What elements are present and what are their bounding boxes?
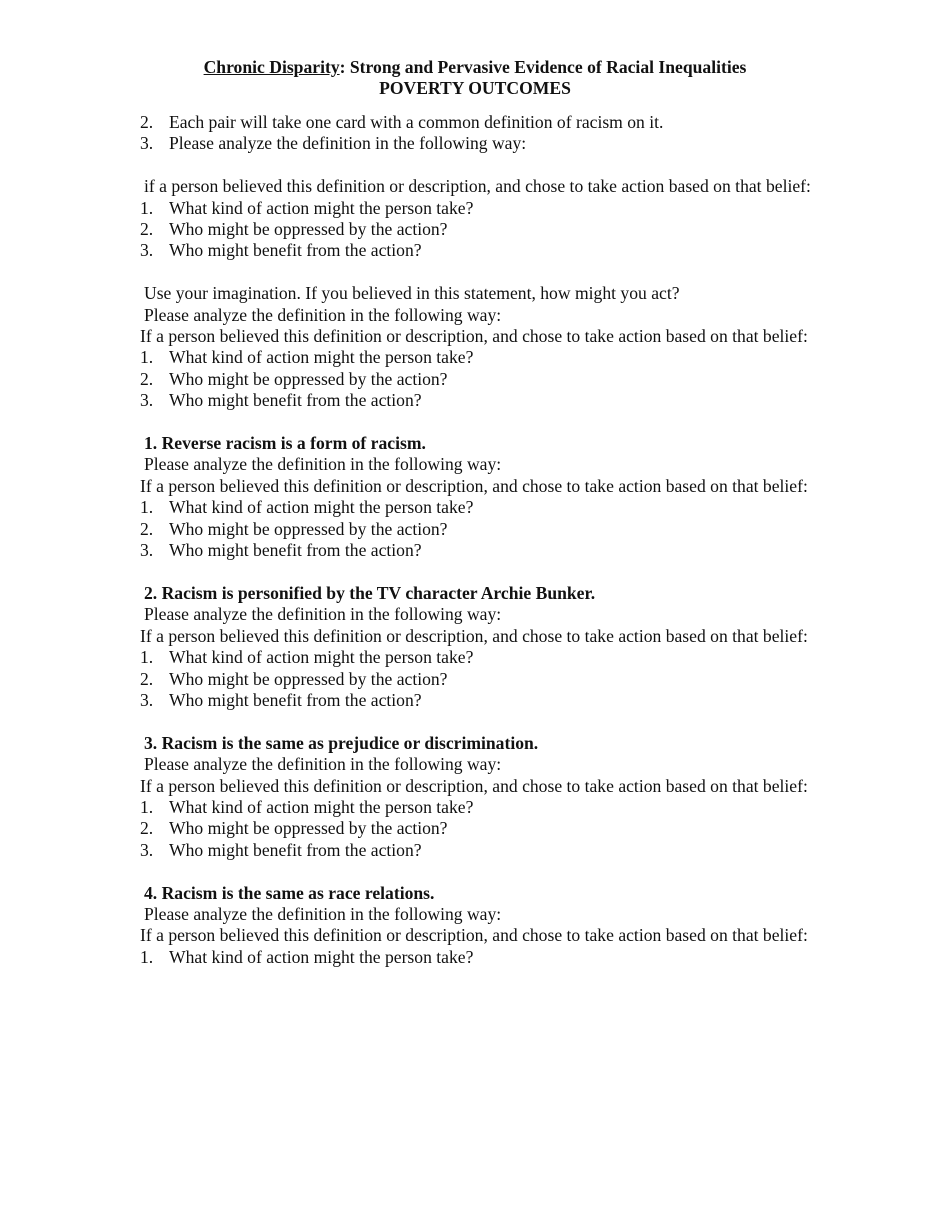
question-item: 2. Who might be oppressed by the action?	[140, 518, 448, 539]
condition-text: if a person believed this definition or description, and chose to take action based on that belief:	[144, 176, 811, 197]
title-underlined: Chronic Disparity	[203, 57, 340, 77]
question-item: 1. What kind of action might the person take?	[140, 347, 474, 368]
spacer	[140, 711, 820, 732]
question-item: 3. Who might benefit from the action?	[140, 540, 422, 561]
spacer	[140, 155, 820, 176]
condition-text: If a person believed this definition or description, and chose to take action based on that belief:	[140, 326, 808, 347]
question-item: 3. Who might benefit from the action?	[140, 240, 422, 261]
instruction-text: Please analyze the definition in the following way:	[144, 754, 502, 775]
instruction-text: Please analyze the definition in the following way:	[144, 454, 502, 475]
definition-heading: 1. Reverse racism is a form of racism.	[144, 433, 426, 454]
instruction-text: Please analyze the definition in the following way:	[144, 304, 502, 325]
intro-step: 2. Each pair will take one card with a common definition of racism on it.	[140, 112, 664, 132]
document-body	[140, 112, 820, 968]
condition-text: If a person believed this definition or description, and chose to take action based on that belief:	[140, 475, 808, 496]
document-title	[0, 57, 950, 78]
intro-step: 3. Please analyze the definition in the following way:	[140, 133, 527, 154]
question-item: 1. What kind of action might the person take?	[140, 497, 474, 518]
instruction-text: Please analyze the definition in the following way:	[144, 903, 502, 924]
question-item: 2. Who might be oppressed by the action?	[140, 818, 448, 839]
question-item: 1. What kind of action might the person take?	[140, 796, 474, 817]
document-header	[0, 57, 950, 100]
definition-heading: 2. Racism is personified by the TV character Archie Bunker.	[144, 582, 596, 603]
question-item: 3. Who might benefit from the action?	[140, 689, 422, 710]
spacer	[140, 412, 820, 433]
question-item: 3. Who might benefit from the action?	[140, 839, 422, 860]
question-item: 3. Who might benefit from the action?	[140, 390, 422, 411]
instruction-text: Please analyze the definition in the following way:	[144, 604, 502, 625]
imagination-prompt: Use your imagination. If you believed in this statement, how might you act?	[144, 283, 680, 304]
definition-heading: 3. Racism is the same as prejudice or discrimination.	[144, 732, 539, 753]
title-rest: : Strong and Pervasive Evidence of Racial Inequalities	[339, 57, 747, 77]
condition-text: If a person believed this definition or description, and chose to take action based on that belief:	[140, 625, 808, 646]
question-item: 1. What kind of action might the person take?	[140, 946, 474, 967]
question-item: 2. Who might be oppressed by the action?	[140, 368, 448, 389]
question-item: 2. Who might be oppressed by the action?	[140, 668, 448, 689]
document-subtitle: POVERTY OUTCOMES	[379, 78, 571, 99]
question-item: 1. What kind of action might the person take?	[140, 647, 474, 668]
definition-heading: 4. Racism is the same as race relations.	[144, 882, 435, 903]
condition-text: If a person believed this definition or description, and chose to take action based on that belief:	[140, 925, 808, 946]
question-item: 1. What kind of action might the person take?	[140, 197, 474, 218]
spacer	[140, 561, 820, 582]
spacer	[140, 861, 820, 882]
question-item: 2. Who might be oppressed by the action?	[140, 219, 448, 240]
spacer	[140, 262, 820, 283]
condition-text: If a person believed this definition or description, and chose to take action based on that belief:	[140, 775, 808, 796]
